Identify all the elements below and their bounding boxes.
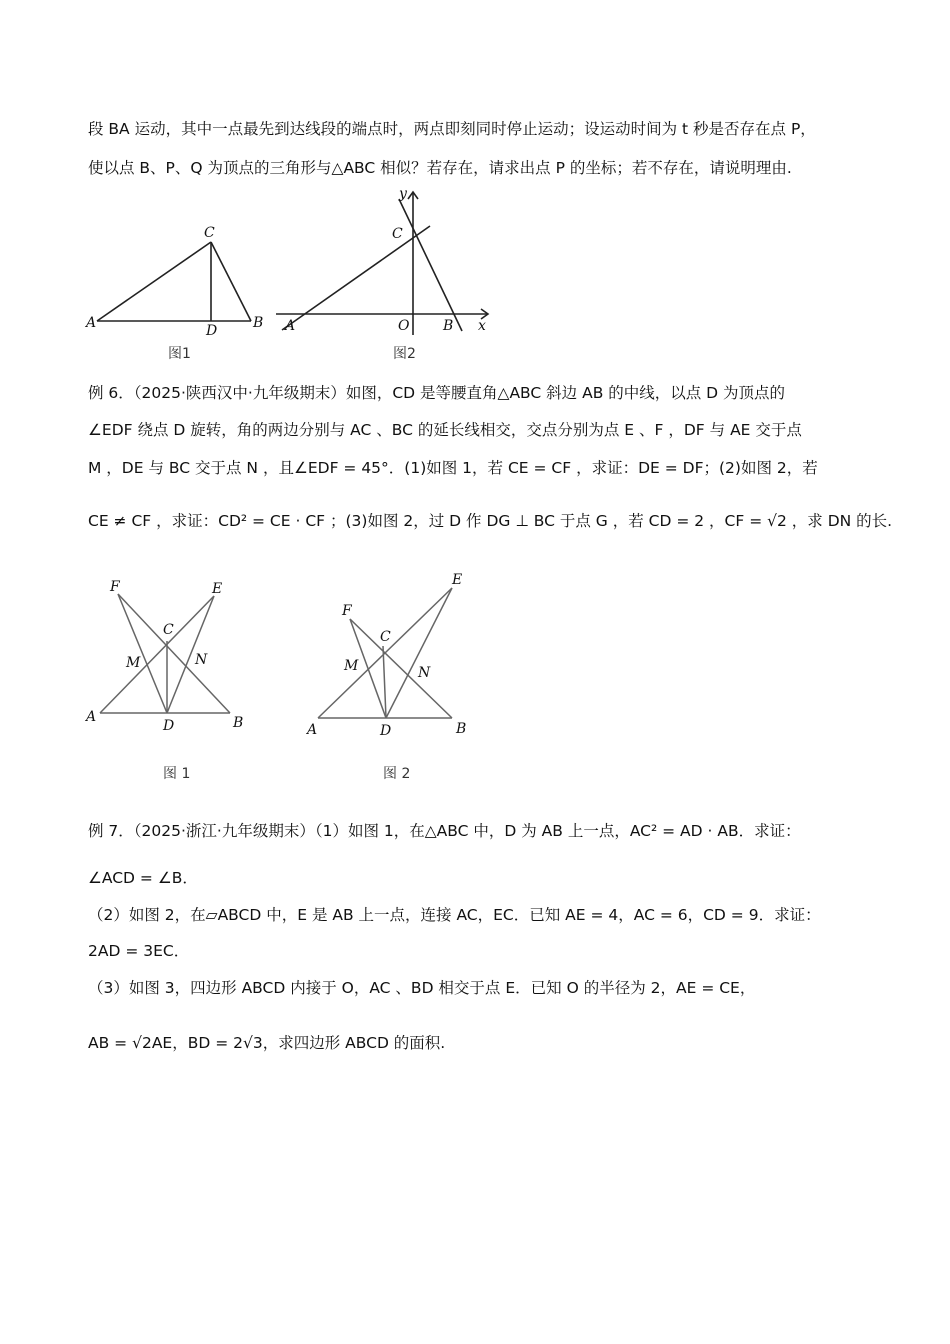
label-c: C <box>204 225 215 241</box>
ex6-line-4: CE ≠ CF ，求证：CD² = CE · CF ；(3)如图 2，过 D 作 DG ⊥ BC 于点 G ，若 CD = 2 ，CF = √2 ，求 DN 的长. <box>88 512 893 530</box>
label-a: A <box>285 318 296 334</box>
label-b: B <box>233 715 244 731</box>
caption-fig2: 图2 <box>393 346 416 362</box>
ex7-line-3: （2）如图 2，在▱ABCD 中，E 是 AB 上一点，连接 AC，EC．已知 AE = 4，AC = 6，CD = 9．求证： <box>88 906 821 924</box>
label-b: B <box>456 721 467 737</box>
label-f: F <box>342 603 352 619</box>
caption-fig2: 图 2 <box>383 766 411 782</box>
label-b: B <box>253 315 264 331</box>
ex7-line-1: 例 7．（2025·浙江·九年级期末）（1）如图 1，在△ABC 中，D 为 AB 上一点，AC² = AD · AB．求证： <box>88 822 801 840</box>
ex6-line-1: 例 6．（2025·陕西汉中·九年级期末）如图，CD 是等腰直角△ABC 斜边 AB 的中线，以点 D 为顶点的 <box>88 384 786 402</box>
label-e: E <box>212 581 223 597</box>
segment-de <box>386 588 452 718</box>
label-c: C <box>392 226 403 242</box>
caption-fig1: 图1 <box>168 346 191 362</box>
segment-dc <box>383 646 386 718</box>
label-d: D <box>163 718 175 734</box>
label-o: O <box>398 318 410 334</box>
ex6-line-3: M ，DE 与 BC 交于点 N ，且∠EDF = 45°．(1)如图 1，若 CE = CF ，求证：DE = DF；(2)如图 2，若 <box>88 459 818 477</box>
ex7-line-6: AB = √2AE，BD = 2√3，求四边形 ABCD 的面积. <box>88 1034 446 1052</box>
label-a: A <box>86 315 97 331</box>
intro-line-1: 段 BA 运动，其中一点最先到达线段的端点时，两点即刻同时停止运动；设运动时间为 t 秒是否存在点 P， <box>88 120 816 138</box>
intro-line-2: 使以点 B、P、Q 为顶点的三角形与△ABC 相似？若存在，请求出点 P 的坐标；若不存在，请说明理由. <box>88 159 792 177</box>
label-d: D <box>380 723 392 739</box>
caption-fig1: 图 1 <box>163 766 191 782</box>
label-a: A <box>86 709 97 725</box>
ex7-line-2: ∠ACD = ∠B． <box>88 869 198 887</box>
label-m: M <box>126 655 141 671</box>
label-a: A <box>307 722 318 738</box>
label-d: D <box>206 323 218 339</box>
label-n: N <box>195 652 208 668</box>
label-b: B <box>443 318 454 334</box>
segment-bf <box>350 619 452 718</box>
ex6-line-2: ∠EDF 绕点 D 旋转，角的两边分别与 AC 、BC 的延长线相交，交点分别为点 E 、F ，DF 与 AE 交于点 <box>88 421 802 439</box>
label-x: x <box>478 318 486 334</box>
label-c: C <box>163 622 174 638</box>
label-y: y <box>399 186 407 202</box>
ex7-line-5: （3）如图 3，四边形 ABCD 内接于 O，AC 、BD 相交于点 E．已知 O 的半径为 2，AE = CE， <box>88 979 756 997</box>
label-n: N <box>418 665 431 681</box>
label-f: F <box>110 579 120 595</box>
label-m: M <box>344 658 359 674</box>
label-c: C <box>380 629 391 645</box>
ex7-line-4: 2AD = 3EC． <box>88 942 190 960</box>
label-e: E <box>452 572 463 588</box>
